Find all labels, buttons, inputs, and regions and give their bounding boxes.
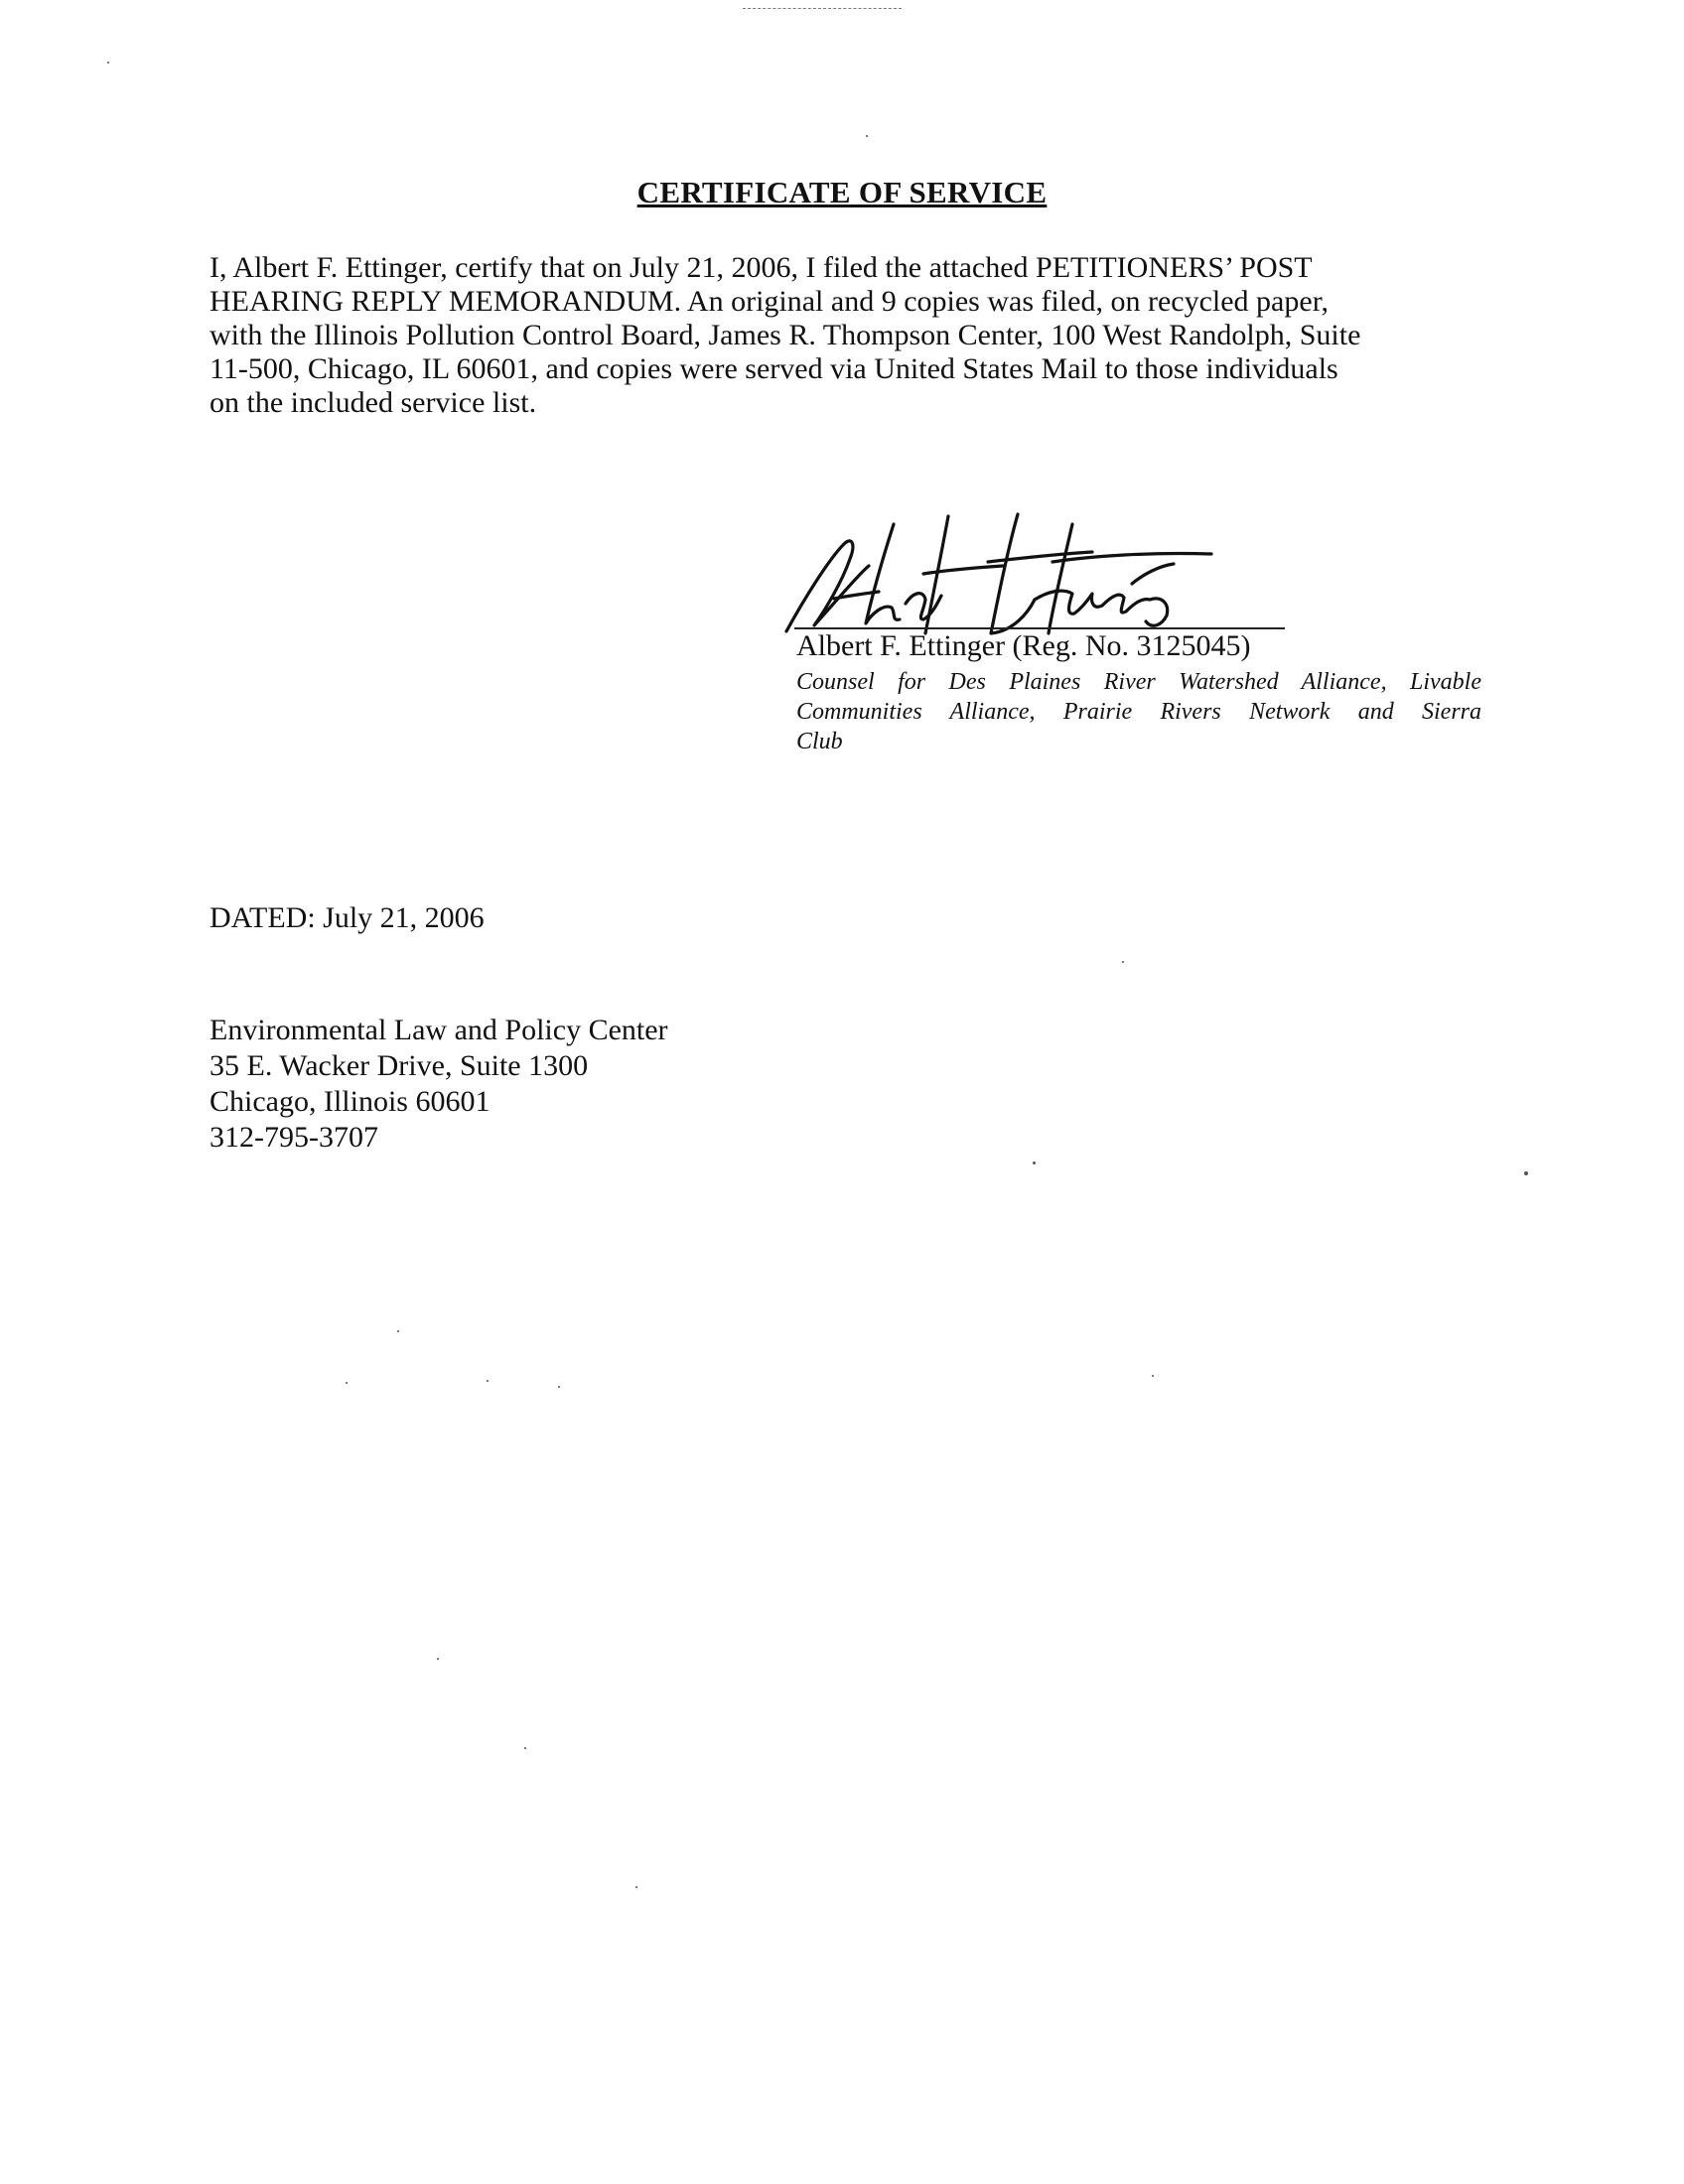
scan-speck (1524, 1171, 1528, 1175)
signer-name: Albert F. Ettinger (Reg. No. 3125045) (796, 629, 1251, 662)
scan-speck (635, 1886, 637, 1888)
dated-line: DATED: July 21, 2006 (210, 901, 485, 934)
address-line: 312-795-3707 (210, 1121, 378, 1154)
body-line: 11-500, Chicago, IL 60601, and copies were served via United States Mail to those individuals (210, 352, 1338, 385)
scan-speck (1122, 961, 1124, 963)
scan-speck (1033, 1161, 1036, 1164)
counsel-line: Counsel for Des Plaines River Watershed Alliance, Livable (796, 669, 1481, 695)
body-line: HEARING REPLY MEMORANDUM. An original and 9 copies was filed, on recycled paper, (210, 285, 1329, 318)
scan-speck (437, 1658, 439, 1660)
address-block (210, 1013, 668, 1156)
scan-edge-mark (743, 8, 902, 9)
certificate-body (210, 251, 1471, 420)
body-line: on the included service list. (210, 386, 537, 419)
scan-speck (524, 1747, 526, 1749)
scan-speck (346, 1382, 348, 1384)
scan-speck (1152, 1375, 1154, 1377)
address-line: Chicago, Illinois 60601 (210, 1085, 491, 1118)
counsel-description (796, 667, 1481, 756)
address-line: Environmental Law and Policy Center (210, 1014, 668, 1046)
scan-speck (866, 135, 868, 137)
scan-speck (397, 1330, 399, 1332)
counsel-line: Club (796, 729, 843, 754)
body-line: I, Albert F. Ettinger, certify that on July 21, 2006, I filed the attached PETITIONERS’ POST (210, 251, 1313, 284)
counsel-line: Communities Alliance, Prairie Rivers Network and Sierra (796, 699, 1481, 725)
address-line: 35 E. Wacker Drive, Suite 1300 (210, 1049, 589, 1082)
document-title: CERTIFICATE OF SERVICE (636, 175, 1048, 209)
scan-speck (487, 1380, 489, 1382)
scan-speck (558, 1386, 560, 1388)
body-line: with the Illinois Pollution Control Board, James R. Thompson Center, 100 West Randolph, Suite (210, 319, 1361, 351)
scan-speck (107, 62, 109, 64)
